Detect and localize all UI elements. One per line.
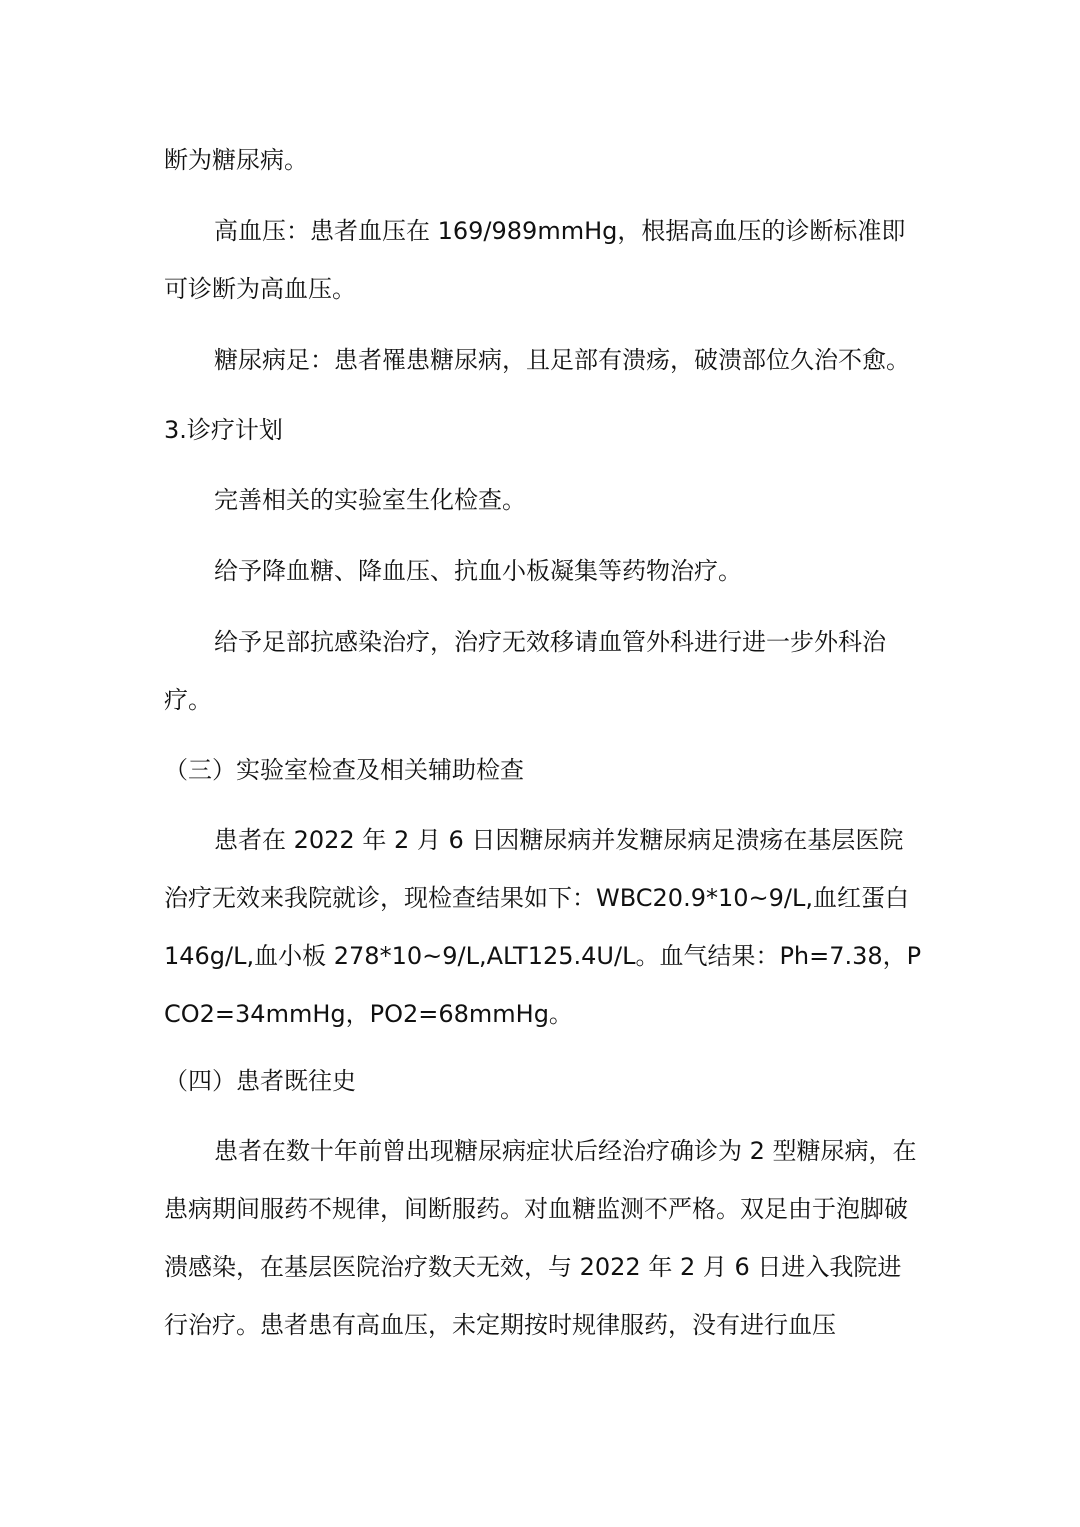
paragraph-hypertension: 高血压：患者血压在 169/989mmHg，根据高血压的诊断标准即可诊断为高血压。 <box>164 217 906 303</box>
paragraph-plan-3: 给予足部抗感染治疗，治疗无效移请血管外科进行进一步外科治疗。 <box>164 628 886 714</box>
section-heading-lab: （三）实验室检查及相关辅助检查 <box>164 756 524 784</box>
paragraph-plan-2: 给予降血糖、降血压、抗血小板凝集等药物治疗。 <box>214 557 742 585</box>
section-heading-plan: 3.诊疗计划 <box>164 416 283 444</box>
paragraph-plan-1: 完善相关的实验室生化检查。 <box>214 486 526 514</box>
section-heading-history: （四）患者既往史 <box>164 1067 356 1095</box>
paragraph-lab-results: 患者在 2022 年 2 月 6 日因糖尿病并发糖尿病足溃疡在基层医院治疗无效来我院就诊，现检查结果如下：WBC20.9*10~9/L,血红蛋白 146g/L,血小板 278*10~9/L,ALT125.4U/L。血气结果：Ph=7.38，PCO2=34mmHg，PO2=68mmHg。 <box>164 826 922 1028</box>
paragraph-history: 患者在数十年前曾出现糖尿病症状后经治疗确诊为 2 型糖尿病，在患病期间服药不规律，间断服药。对血糖监测不严格。双足由于泡脚破溃感染，在基层医院治疗数天无效，与 2022 年 2 月 6 日进入我院进行治疗。患者患有高血压，未定期按时规律服药，没有进行血压 <box>164 1137 917 1339</box>
paragraph-continuation: 断为糖尿病。 <box>164 146 308 174</box>
paragraph-diabetic-foot: 糖尿病足：患者罹患糖尿病，且足部有溃疡，破溃部位久治不愈。 <box>214 346 910 374</box>
